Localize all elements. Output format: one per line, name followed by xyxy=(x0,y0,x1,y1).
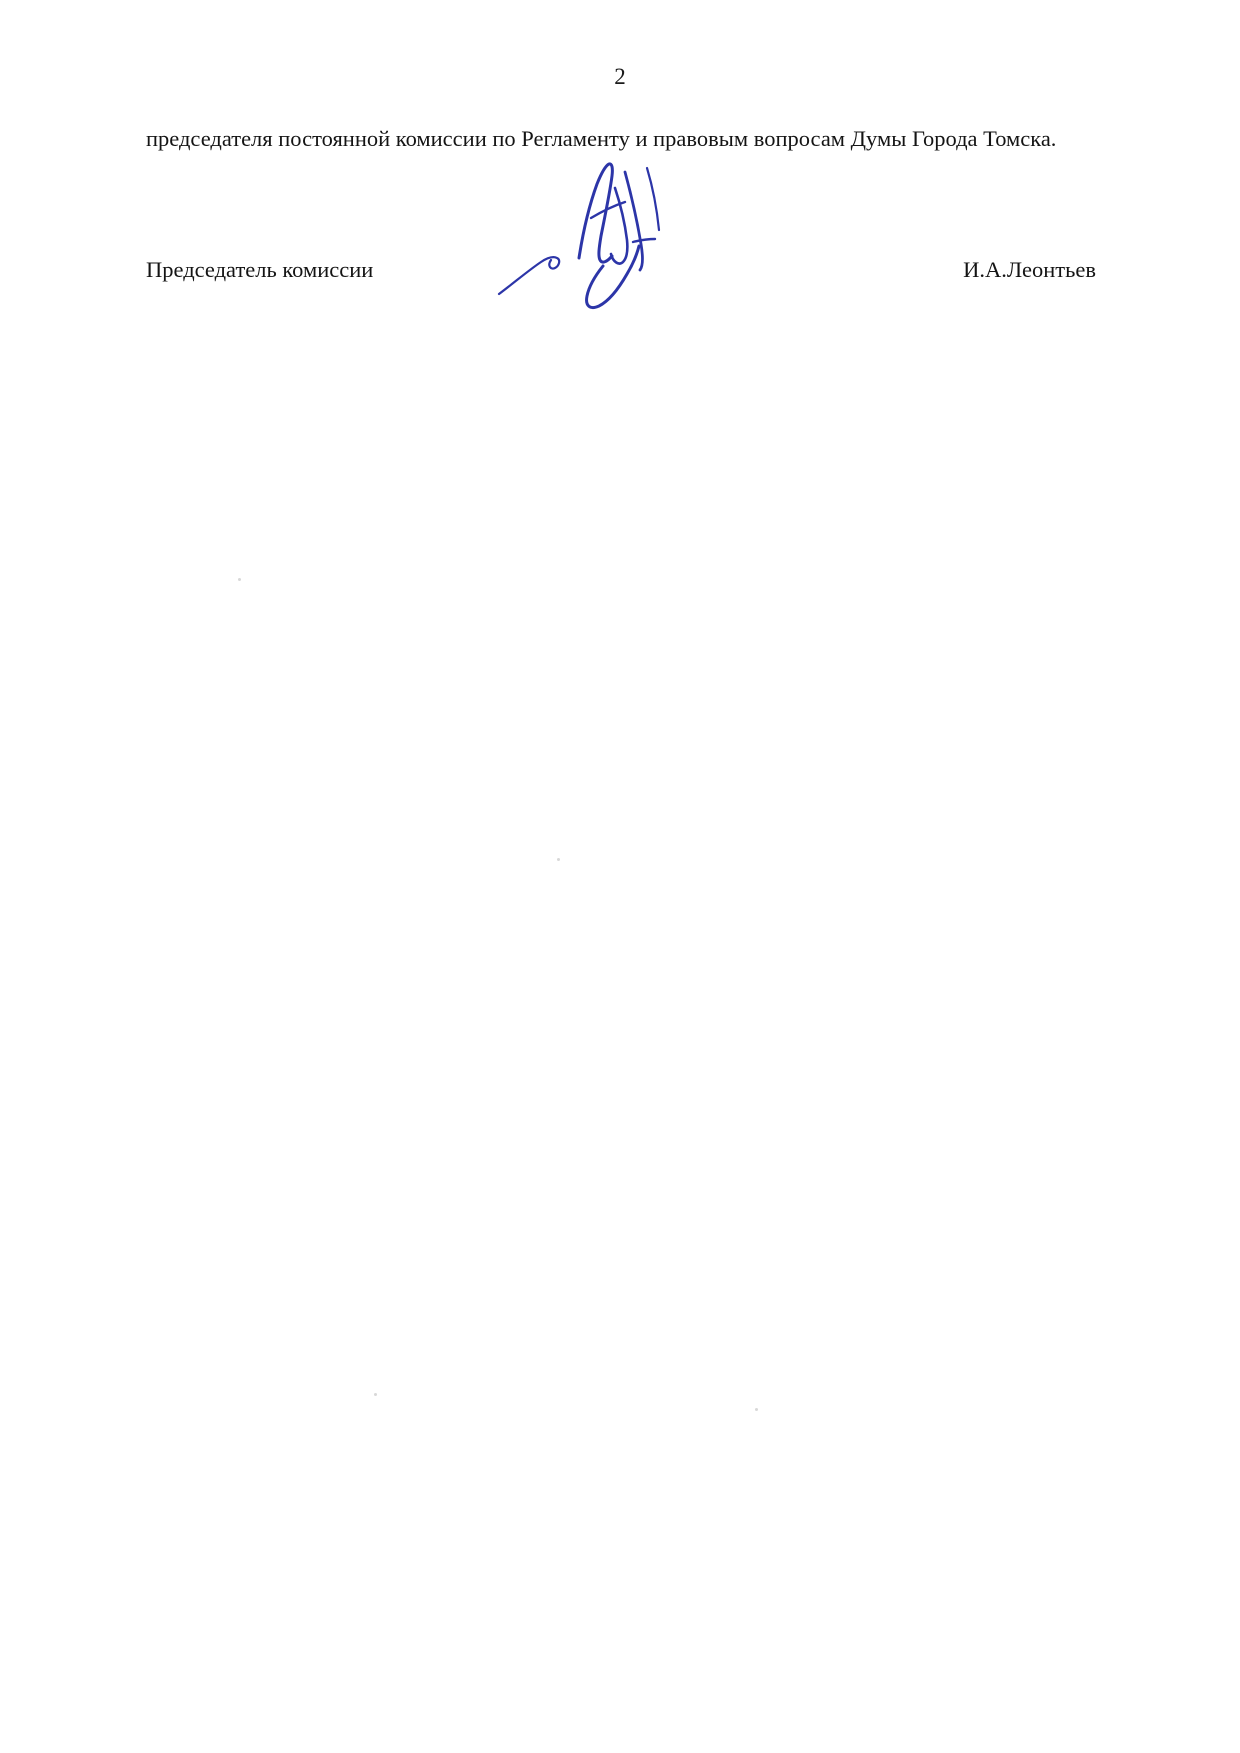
scan-artifact xyxy=(557,858,560,861)
scan-artifact xyxy=(755,1408,758,1411)
signatory-name: И.А.Леонтьев xyxy=(963,257,1096,282)
scan-artifact xyxy=(238,578,241,581)
signature-block xyxy=(146,257,1096,291)
body-paragraph: председателя постоянной комиссии по Регламенту и правовым вопросам Думы Города Томска. xyxy=(146,126,1057,151)
handwritten-signature-icon xyxy=(495,158,715,318)
signatory-role: Председатель комиссии xyxy=(146,257,374,282)
page-number: 2 xyxy=(614,64,626,89)
scan-artifact xyxy=(374,1393,377,1396)
